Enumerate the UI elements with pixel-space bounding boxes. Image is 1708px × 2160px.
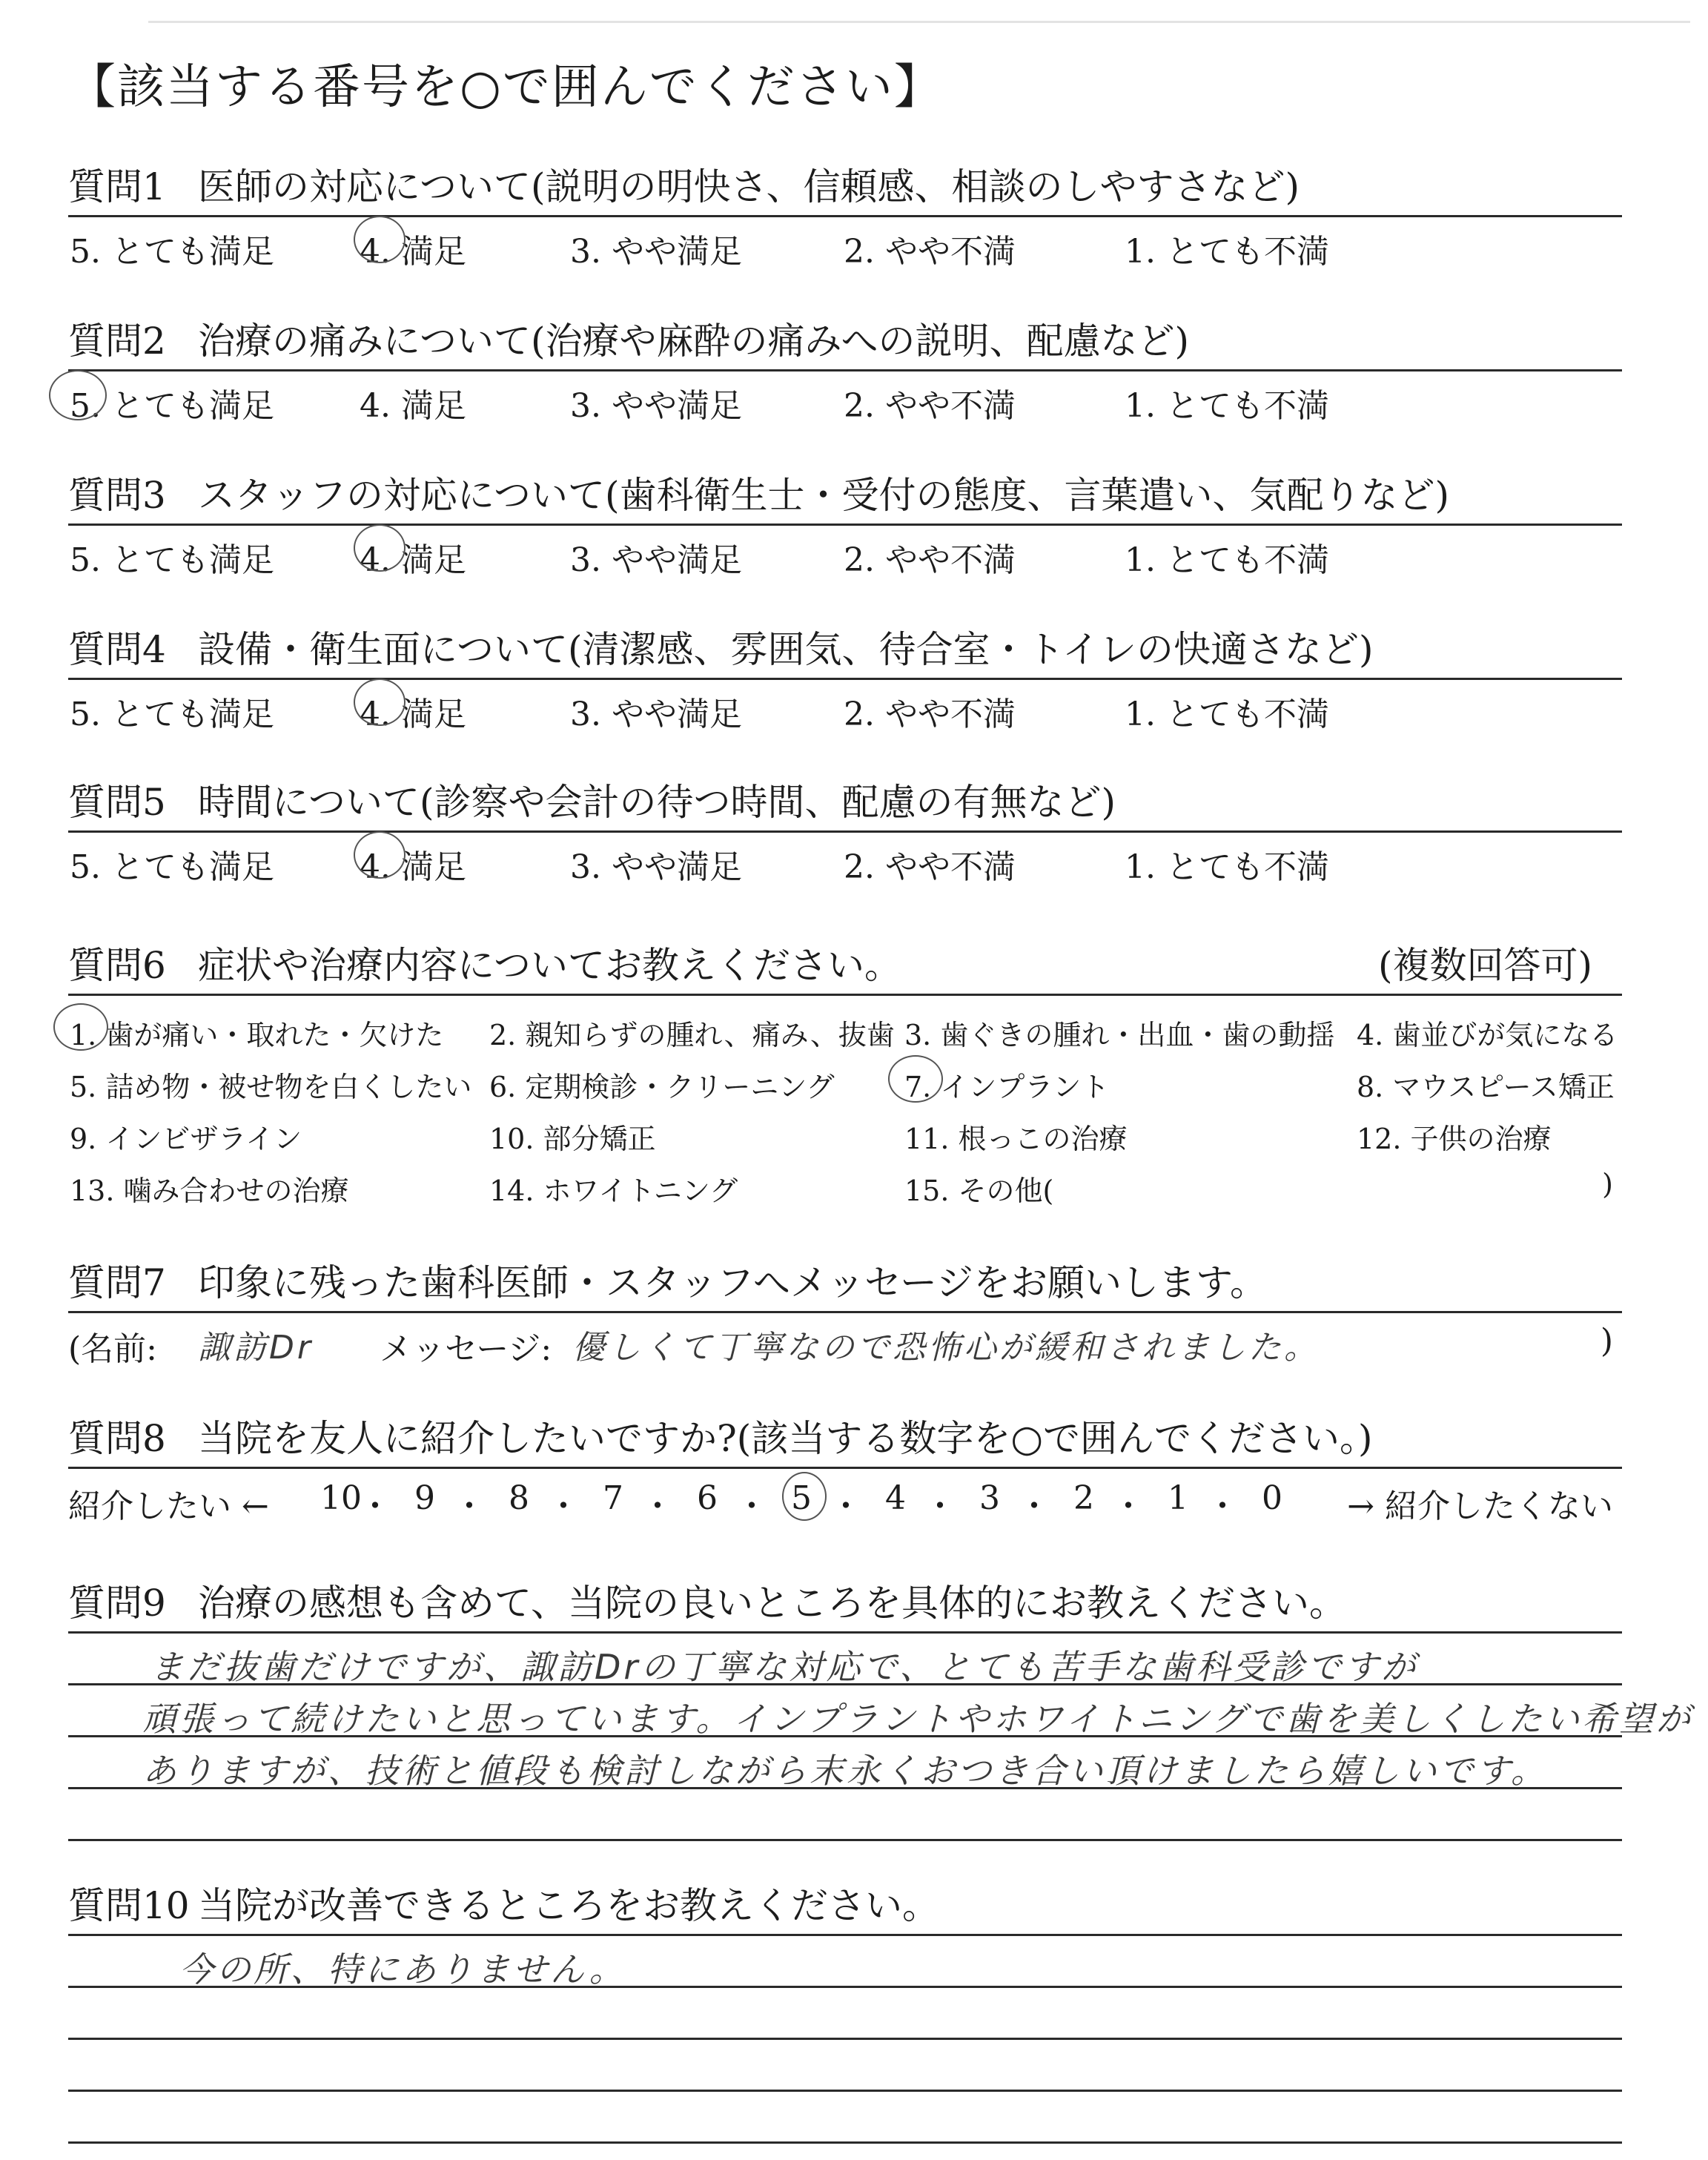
scale-separator: ・ [641, 1487, 674, 1525]
answer-line [68, 1839, 1622, 1841]
question-number: 質問10 [68, 1884, 190, 1927]
scale-left-label: 紹介したい ← [68, 1487, 269, 1525]
selection-circle [354, 524, 406, 572]
rating-option-2[interactable]: 2. やや不満 [844, 387, 1016, 425]
symptom-option-1[interactable]: 1. 歯が痛い・取れた・欠けた [70, 1012, 443, 1053]
message-value[interactable]: 優しくて丁寧なので恐怖心が緩和されました。 [572, 1329, 1320, 1367]
name-label: (名前: [68, 1330, 157, 1368]
message-line [68, 1313, 1622, 1371]
recommend-scale [68, 1469, 1622, 1528]
answer-text-line-3: ありますが、技術と値段も検討しながら末永くおつき合い頂けましたら嬉しいです。 [142, 1751, 1548, 1791]
message-label: メッセージ: [380, 1330, 552, 1368]
selection-circle [354, 831, 406, 879]
rating-option-3[interactable]: 3. やや満足 [570, 696, 742, 733]
scale-right-label: → 紹介したくない [1347, 1487, 1613, 1525]
scale-value-8[interactable]: 8 [509, 1479, 529, 1517]
scale-value-10[interactable]: 10 [320, 1479, 362, 1517]
question-3 [68, 466, 1622, 578]
rating-option-4[interactable]: 4. 満足 [360, 533, 466, 581]
rating-option-1[interactable]: 1. とても不満 [1125, 387, 1329, 425]
other-close-paren: ) [1602, 1168, 1613, 1200]
answer-line [68, 1934, 1622, 1936]
rating-option-5[interactable]: 5. とても満足 [70, 696, 274, 733]
question-6 [68, 936, 1622, 1218]
question-number: 質問5 [68, 781, 166, 824]
scale-separator: ・ [924, 1487, 956, 1525]
question-1 [68, 157, 1622, 269]
answer-line [68, 2038, 1622, 2040]
name-value[interactable]: 諏訪Dr [198, 1329, 314, 1367]
answer-line [68, 2141, 1622, 2144]
question-number: 質問7 [68, 1261, 166, 1304]
rating-option-5[interactable]: 5. とても満足 [70, 233, 274, 271]
symptom-option-3[interactable]: 3. 歯ぐきの腫れ・出血・歯の動揺 [904, 1019, 1335, 1051]
rating-options [68, 526, 1622, 578]
symptom-option-2[interactable]: 2. 親知らずの腫れ、痛み、抜歯 [489, 1019, 895, 1051]
scale-separator: ・ [359, 1487, 391, 1525]
scale-separator: ・ [735, 1487, 768, 1525]
rating-options [68, 833, 1622, 885]
scale-value-6[interactable]: 6 [697, 1479, 718, 1517]
scale-separator: ・ [830, 1487, 862, 1525]
question-4 [68, 620, 1622, 732]
symptom-option-14[interactable]: 14. ホワイトニング [489, 1175, 738, 1207]
question-text: 治療の痛みについて(治療や麻酔の痛みへの説明、配慮など) [198, 320, 1190, 363]
multiple-answer-note: (複数回答可) [1377, 944, 1592, 987]
question-number: 質問9 [68, 1582, 166, 1625]
rating-option-2[interactable]: 2. やや不満 [844, 696, 1016, 733]
scale-value-5[interactable]: 5 [791, 1479, 812, 1517]
symptom-option-13[interactable]: 13. 噛み合わせの治療 [70, 1175, 349, 1207]
rating-option-2[interactable]: 2. やや不満 [844, 233, 1016, 271]
scale-separator: ・ [1206, 1487, 1239, 1525]
rating-option-5[interactable]: 5. とても満足 [70, 848, 274, 886]
question-7 [68, 1253, 1622, 1371]
rating-option-1[interactable]: 1. とても不満 [1125, 848, 1329, 886]
rating-option-5[interactable]: 5. とても満足 [70, 541, 274, 579]
symptom-option-10[interactable]: 10. 部分矯正 [489, 1123, 656, 1155]
question-10 [68, 1876, 1622, 1989]
scale-separator: ・ [1018, 1487, 1050, 1525]
scan-edge [148, 21, 1690, 23]
question-number: 質問4 [68, 628, 166, 671]
symptom-option-5[interactable]: 5. 詰め物・被せ物を白くしたい [70, 1071, 472, 1103]
selection-circle [53, 1003, 108, 1051]
question-text: 症状や治療内容についてお教えください。 [198, 944, 901, 987]
question-number: 質問2 [68, 320, 166, 363]
answer-text-line-2: 頑張って続けたいと思っています。インプラントやホワイトニングで歯を美しくしたい希望が [142, 1699, 1694, 1739]
close-paren: ) [1600, 1322, 1613, 1360]
rating-options [68, 217, 1622, 269]
answer-line [68, 1631, 1622, 1634]
question-number: 質問3 [68, 474, 166, 517]
symptom-option-15[interactable]: 15. その他( [904, 1175, 1054, 1207]
question-text: 時間について(診察や会計の待つ時間、配慮の有無など) [198, 781, 1116, 824]
rating-options [68, 371, 1622, 423]
selection-circle [782, 1472, 827, 1521]
rating-option-2[interactable]: 2. やや不満 [844, 848, 1016, 886]
symptom-option-7[interactable]: 7. インプラント [904, 1064, 1109, 1105]
rating-option-3[interactable]: 3. やや満足 [570, 233, 742, 271]
scale-value-3[interactable]: 3 [979, 1479, 1000, 1517]
symptom-option-4[interactable]: 4. 歯並びが気になる [1357, 1019, 1618, 1051]
question-5 [68, 773, 1622, 885]
rating-option-5[interactable]: 5. とても満足 [70, 379, 274, 426]
symptom-option-12[interactable]: 12. 子供の治療 [1357, 1123, 1552, 1155]
scale-value-7[interactable]: 7 [603, 1479, 623, 1517]
rating-option-4[interactable]: 4. 満足 [360, 687, 466, 735]
question-text: 印象に残った歯科医師・スタッフへメッセージをお願いします。 [198, 1261, 1267, 1304]
answer-text: 今の所、特にありません。 [179, 1949, 626, 1989]
page-header: 【該当する番号を○で囲んでください】 [68, 60, 943, 115]
question-2 [68, 311, 1622, 423]
rating-option-1[interactable]: 1. とても不満 [1125, 233, 1329, 271]
rating-option-2[interactable]: 2. やや不満 [844, 541, 1016, 579]
question-8 [68, 1409, 1622, 1528]
question-text: 医師の対応について(説明の明快さ、信頼感、相談のしやすさなど) [198, 165, 1300, 208]
rating-option-4[interactable]: 4. 満足 [360, 387, 466, 425]
rating-option-3[interactable]: 3. やや満足 [570, 387, 742, 425]
scale-separator: ・ [1112, 1487, 1145, 1525]
question-number: 質問8 [68, 1417, 166, 1460]
symptom-option-11[interactable]: 11. 根っこの治療 [904, 1123, 1128, 1155]
question-number: 質問6 [68, 944, 166, 987]
scale-value-0[interactable]: 0 [1262, 1479, 1282, 1517]
selection-circle [888, 1055, 943, 1103]
rating-option-4[interactable]: 4. 満足 [360, 840, 466, 888]
scale-value-4[interactable]: 4 [885, 1479, 906, 1517]
question-text: 当院を友人に紹介したいですか?(該当する数字を○で囲んでください。) [198, 1417, 1373, 1460]
rating-option-1[interactable]: 1. とても不満 [1125, 541, 1329, 579]
scale-separator: ・ [453, 1487, 486, 1525]
question-text: 設備・衛生面について(清潔感、雰囲気、待合室・トイレの快適さなど) [198, 628, 1374, 671]
symptom-option-6[interactable]: 6. 定期検診・クリーニング [489, 1071, 835, 1103]
question-text: 当院が改善できるところをお教えください。 [198, 1884, 939, 1927]
scale-separator: ・ [547, 1487, 580, 1525]
rating-options [68, 680, 1622, 732]
selection-circle [49, 370, 107, 420]
answer-line [68, 2090, 1622, 2092]
rating-option-1[interactable]: 1. とても不満 [1125, 696, 1329, 733]
symptom-options [68, 996, 1622, 1218]
selection-circle [354, 678, 406, 726]
symptom-option-9[interactable]: 9. インビザライン [70, 1123, 302, 1155]
scale-value-9[interactable]: 9 [414, 1479, 435, 1517]
question-text: 治療の感想も含めて、当院の良いところを具体的にお教えください。 [198, 1582, 1346, 1625]
scale-value-2[interactable]: 2 [1073, 1479, 1094, 1517]
answer-text-line-1: まだ抜歯だけですが、諏訪Drの丁寧な対応で、とても苦手な歯科受診ですが [150, 1647, 1419, 1687]
rating-option-4[interactable]: 4. 満足 [360, 225, 466, 272]
question-text: スタッフの対応について(歯科衛生士・受付の態度、言葉遣い、気配りなど) [198, 474, 1450, 517]
rating-option-3[interactable]: 3. やや満足 [570, 541, 742, 579]
rating-option-3[interactable]: 3. やや満足 [570, 848, 742, 886]
question-number: 質問1 [68, 165, 166, 208]
question-9 [68, 1573, 1694, 1791]
symptom-option-8[interactable]: 8. マウスピース矯正 [1357, 1071, 1615, 1103]
selection-circle [354, 216, 406, 263]
scale-value-1[interactable]: 1 [1168, 1479, 1188, 1517]
